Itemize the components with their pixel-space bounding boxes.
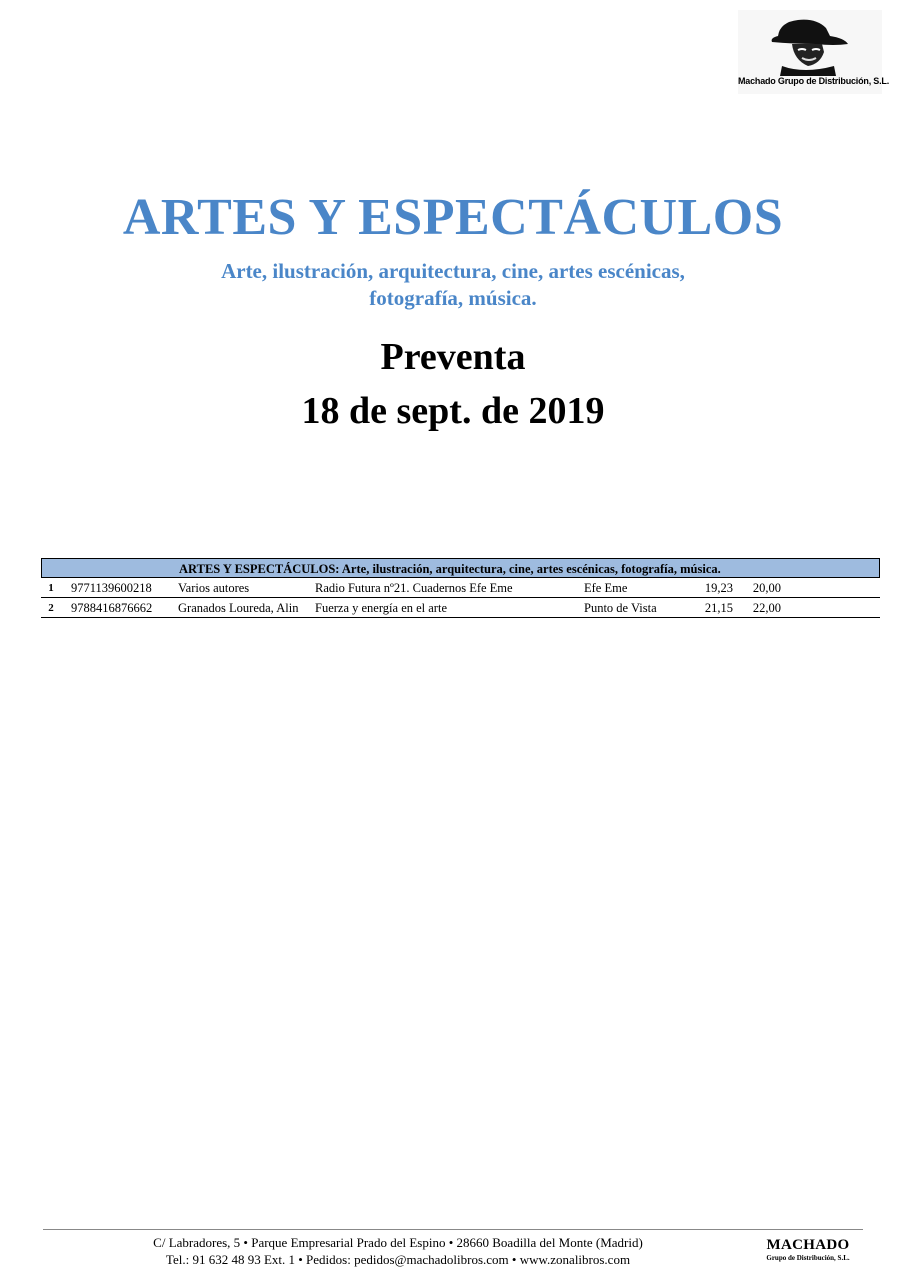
subtitle-line-1: Arte, ilustración, arquitectura, cine, artes escénicas, bbox=[221, 259, 685, 283]
page-title: ARTES Y ESPECTÁCULOS bbox=[122, 189, 784, 246]
row-author: Varios autores bbox=[178, 581, 250, 595]
footer-contact bbox=[98, 1234, 698, 1268]
row-price-net: 21,15 bbox=[704, 601, 733, 615]
row-price-vat: 20,00 bbox=[752, 581, 781, 595]
row-number: 1 bbox=[48, 582, 54, 594]
footer-contact-line: Tel.: 91 632 48 93 Ext. 1 • Pedidos: pedidos@machadolibros.com • www.zonalibros.com bbox=[165, 1252, 631, 1267]
table-section-header bbox=[41, 558, 880, 578]
hat-man-icon bbox=[764, 14, 856, 76]
row-number: 2 bbox=[48, 602, 54, 614]
table-row bbox=[41, 598, 880, 618]
subtitle-line-2: fotografía, música. bbox=[369, 286, 537, 310]
row-title: Fuerza y energía en el arte bbox=[315, 601, 447, 615]
company-logo bbox=[738, 10, 890, 94]
row-price-vat: 22,00 bbox=[752, 601, 781, 615]
footer-brand bbox=[748, 1237, 868, 1262]
presale-label: Preventa bbox=[380, 336, 526, 378]
row-author: Granados Loureda, Alin bbox=[178, 601, 299, 615]
row-isbn: 9788416876662 bbox=[71, 601, 153, 615]
footer-address: C/ Labradores, 5 • Parque Empresarial Prado del Espino • 28660 Boadilla del Monte (Madrid) bbox=[153, 1235, 643, 1250]
page-subtitle bbox=[0, 258, 906, 312]
presale-date: 18 de sept. de 2019 bbox=[301, 390, 605, 432]
row-publisher: Punto de Vista bbox=[584, 601, 657, 615]
footer-divider bbox=[43, 1229, 863, 1230]
row-price-net: 19,23 bbox=[704, 581, 733, 595]
footer-brand-name: MACHADO bbox=[766, 1237, 850, 1253]
table-row bbox=[41, 578, 880, 598]
row-title: Radio Futura nº21. Cuadernos Efe Eme bbox=[315, 581, 513, 595]
section-header-text: ARTES Y ESPECTÁCULOS: Arte, ilustración, arquitectura, cine, artes escénicas, fotografía, música. bbox=[179, 562, 721, 576]
row-isbn: 9771139600218 bbox=[71, 581, 152, 595]
book-table bbox=[41, 558, 880, 618]
logo-text: Machado Grupo de Distribución, S.L. bbox=[738, 76, 890, 86]
presale-block bbox=[0, 330, 906, 438]
row-publisher: Efe Eme bbox=[584, 581, 628, 595]
footer-brand-sub: Grupo de Distribución, S.L. bbox=[766, 1254, 850, 1262]
